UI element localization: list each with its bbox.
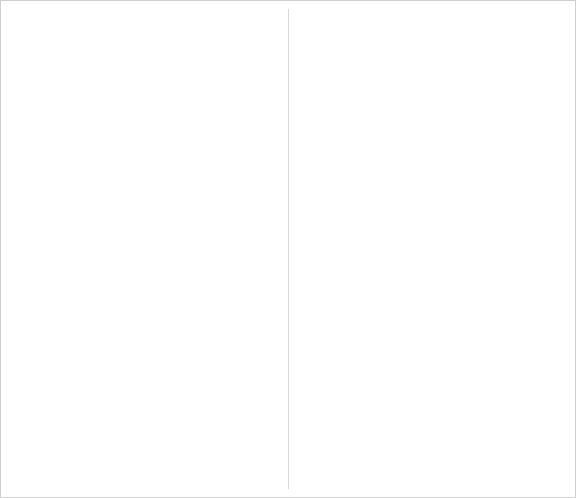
column-divider <box>288 9 289 489</box>
publish-date <box>11 433 278 451</box>
signatory-name <box>11 469 278 487</box>
left-column <box>11 9 278 489</box>
right-column <box>299 9 566 489</box>
signatory-title <box>11 451 278 469</box>
notice-columns <box>11 9 565 489</box>
signature-block <box>11 433 278 489</box>
